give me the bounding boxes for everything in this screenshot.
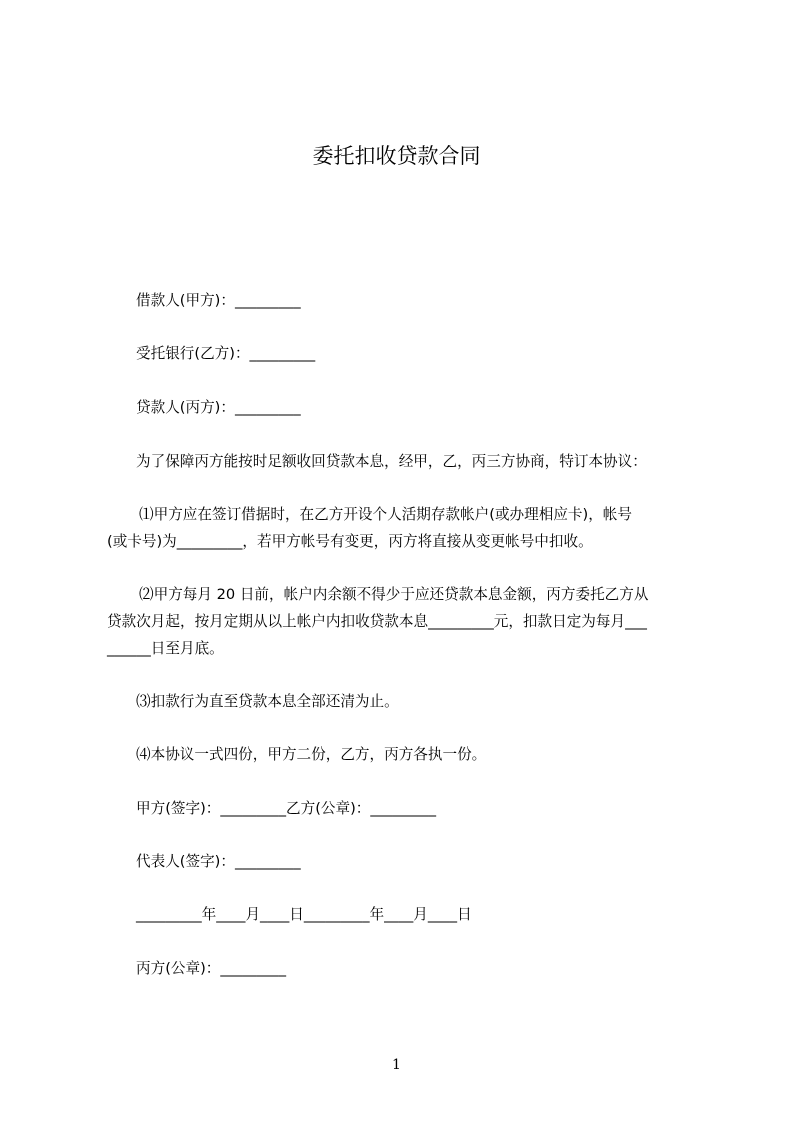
clause-1-line-2: (或卡号)为_________，若甲方帐号有变更，丙方将直接从变更帐号中扣收。: [107, 533, 593, 550]
clause-1-line-1: ⑴甲方应在签订借据时，在乙方开设个人活期存款帐户(或办理相应卡)，帐号: [139, 506, 632, 523]
document-title: 委托扣收贷款合同: [312, 144, 481, 168]
page-number: 1: [392, 1057, 401, 1073]
signature-dates: _________年____月____日_________年____月____日: [136, 906, 472, 923]
borrower-line: 借款人(甲方)：_________: [136, 292, 301, 309]
clause-3: ⑶扣款行为直至贷款本息全部还清为止。: [136, 693, 399, 710]
clause-2-line-2: 贷款次月起，按月定期从以上帐户内扣收贷款本息_________元，扣款日定为每月___: [107, 613, 647, 630]
preamble: 为了保障丙方能按时足额收回贷款本息，经甲，乙，丙三方协商，特订本协议：: [136, 453, 647, 470]
clause-2-line-1: ⑵甲方每月 20 日前，帐户内余额不得少于应还贷款本息金额，丙方委托乙方从: [139, 586, 649, 603]
clause-2-line-3: ______日至月底。: [107, 640, 224, 657]
signature-party-c: 丙方(公章)：_________: [136, 960, 287, 977]
signature-party-a-b: 甲方(签字)：_________乙方(公章)：_________: [136, 800, 437, 817]
lender-line: 贷款人(丙方)：_________: [136, 399, 301, 416]
bank-line: 受托银行(乙方)：_________: [136, 345, 316, 362]
clause-4: ⑷本协议一式四份，甲方二份，乙方，丙方各执一份。: [136, 746, 487, 763]
signature-representative: 代表人(签字)：_________: [136, 853, 301, 870]
